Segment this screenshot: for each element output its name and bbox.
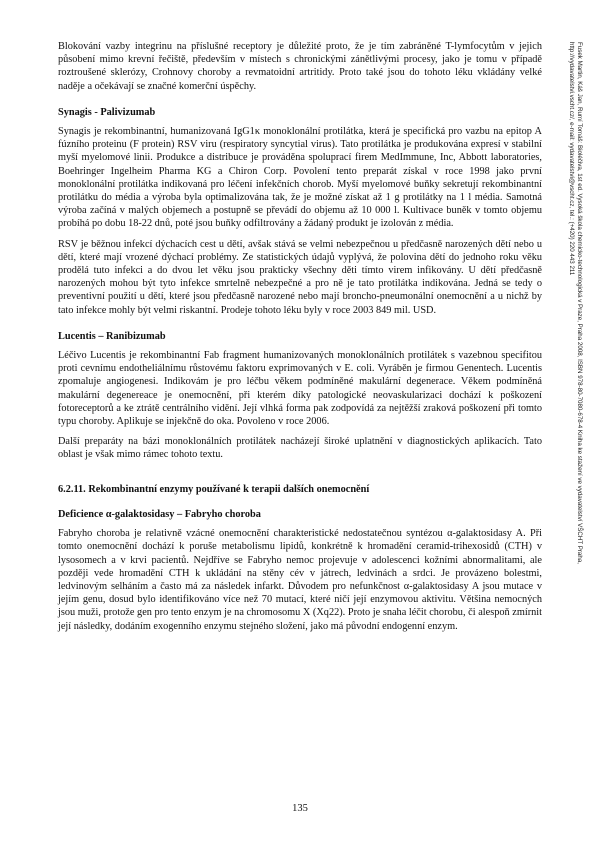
- paragraph: Synagis je rekombinantní, humanizovaná IgG1κ monoklonální protilátka, která je specifická pro vazbu na epitop A fúzního proteinu (F protein) RSV viru (respiratory syncytial virus). Tato protilátka je produkována expresí v stabilní myší myelomové linii. Produkce a distribuce je prováděna spoluprací firem MedImmune, Inc, Abbott laboratories, Boehringer Ingelheim Pharma KG a Chiron Corp. Povolení tento preparát získal v roce 1998 jako první monoklonální protilátka indikovaná pro léčení infekčních chorob. Myší myelomové buňky sekretují rekombinantní protilátku do média a výroba byla optimalizována tak, že je možné získat až 1 g protilátky na 1 l média. Samotná výroba začíná v malých objemech a postupně se převádí do objemu až 10 000 l. Kultivace buněk v tomto objemu probíhá po dobu 18-22 dnů, poté jsou buňky odfiltrovány a žádaný produkt je izolován z média.: [58, 126, 542, 230]
- side-citation-note: [562, 42, 588, 612]
- page-number: 135: [292, 803, 308, 814]
- section-heading: Lucentis – Ranibizumab: [58, 330, 166, 342]
- spacer: [58, 469, 542, 483]
- section-heading: Synagis - Palivizumab: [58, 106, 156, 118]
- paragraph: Blokování vazby integrinu na příslušné receptory je důležité proto, že je tím zabráněné T-lymfocytům v jejich působení mimo krevní řečiště, především v místech s chronickými zánětlivými procesy, jako je tomu v případě roztroušené sklerózy, Crohnovy choroby a revmatoidní artritidy. Proto také jsou do tohoto léku vkládány velké naděje a očekávají se značné komerční úspěchy.: [58, 41, 542, 92]
- document-body: [58, 40, 542, 640]
- paragraph: Léčivo Lucentis je rekombinantní Fab fragment humanizovaných monoklonálních protilátek s vazebnou specifitou proti cevnímu endotheliálnímu růstovému faktoru exprimovaných v E. coli. Vyráběn je firmou Genentech. Lucentis zpomaluje angiogenesi. Indikovám je pro léčbu věkem podmíněné makulární degenerace. Věkem podmíněná makulární degenereace je onemocnění, při kterém díky patologické neovaskularizaci dochází k poškození fotoreceptorů a ke ztrátě centrálního vidění. Její vlhká forma pak zodpovídá za nejtěžší zraková poškození při tomto typu choroby. Aplikuje se injekčně do oka. Povoleno v roce 2006.: [58, 350, 542, 428]
- section-heading: 6.2.11. Rekombinantní enzymy používané k terapii dalších onemocnění: [58, 483, 370, 495]
- paragraph: Fabryho choroba je relativně vzácné onemocnění charakteristické nedostatečnou syntézou α-galaktosidasy A. Při tomto onemocnění dochází k poruše metabolismu lipidů, konkrétně k hromadění ceramid-trihexosidů (CTH) v lysosomech a v krvi pacientů. Nejdříve se Fabryho nemoc projevuje v adolescenci kožními abnormalitami, ale později vede hromadění CTH k ukládání na stěny cév v játrech, ledvinách a srdci. Je provázeno bolestmi, ledvinovým selháním a často má za následek infarkt. Důvodem pro nefunkčnost α-galaktosidasy A jsou mutace v jejím genu, dosud bylo identifikováno více než 70 mutací, které ničí její enzymovou aktivitu. Většina nemocných jsou muži, protože gen pro tento enzym je na chromosomu X (Xq22). Proto je snaha léčit chorobu, či alespoň zmírnit její následky, dodáním exogenního enzymu stejného složení, jako má původní endogenní enzym.: [58, 528, 542, 632]
- section-heading: Deficience α-galaktosidasy – Fabryho choroba: [58, 508, 261, 520]
- paragraph: RSV je běžnou infekcí dýchacích cest u dětí, avšak stává se velmi nebezpečnou u předčasně narozených dětí nebo u dětí, které mají vrozené dýchací problémy. Ze statistických údajů vyplývá, že polovina dětí do jednoho roku věku prodělá tuto infekci a do dvou let věku jsou prakticky všechny děti tímto virem infikovány. U dětí předčasně narozených mohou být tyto infekce smrtelně nebezpečné a pro ně je tato protilátka indikována. Jedná se tedy o preventivní použití u dětí, které jsou předčasně narozené nebo mají broncho-pneumonální onemocnění a u nichž by tato infekce mohly být velmi riskantní. Prodeje tohoto léku byly v roce 2003 849 mil. USD.: [58, 238, 542, 316]
- citation-text: Fusek Martin, Káš Jan, Rumí Tomáš: Bioléčiva, 1st ed. Vysoká škola chemicko-technologická v Praze, Praha 2008, ISBN 978-80-7080-678-4 Kniha ke stažení ve vydavatelství VŠCHT Praha, http://vydavatelstvi.vscht.cz/, e-mail: vydavatelstvi@vscht.cz, tel.: (+420) 220 443 211: [568, 42, 583, 564]
- paragraph: Další preparáty na bázi monoklonálních protilátek nacházejí široké uplatnění v diagnostických aplikacích. Tato oblast je však mimo rámec tohoto textu.: [58, 436, 542, 461]
